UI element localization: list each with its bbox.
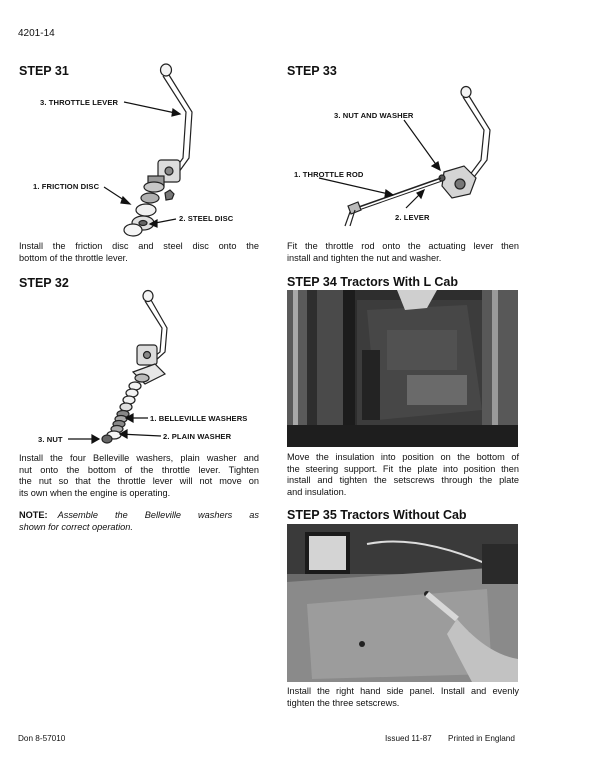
step-32-text: Install the four Belleville washers, plain washer and nut onto the bottom of the throttle lever. Tighten the nut so that the throttle lever will not move on its own when the engine is operating. (19, 453, 259, 498)
label-throttle-lever: 3. THROTTLE LEVER (40, 98, 119, 107)
label-nut-and-washer: 3. NUT AND WASHER (334, 111, 414, 120)
label-throttle-rod: 1. THROTTLE ROD (294, 170, 364, 179)
step-34-text: Move the insulation into position on the bottom of the steering support. Fit the plate into position then install and tighten the setscrews through the plate and insulation. (287, 452, 519, 497)
step-35-title: STEP 35 Tractors Without Cab (287, 508, 467, 522)
step-31-text: Install the friction disc and steel disc onto the bottom of the throttle lever. (19, 241, 259, 263)
footer-printed: Printed in England (448, 734, 515, 743)
step-32-title: STEP 32 (19, 276, 69, 290)
step-33-title: STEP 33 (287, 64, 337, 78)
throttle-rod-lever-drawing (345, 87, 490, 227)
step-31-title: STEP 31 (19, 64, 69, 78)
step-35-text: Install the right hand side panel. Install and evenly tighten the three setscrews. (287, 686, 519, 708)
step-33-leaders (319, 120, 440, 208)
page-number: 4201-14 (18, 28, 55, 39)
label-belleville-washers: 1. BELLEVILLE WASHERS (150, 414, 248, 423)
label-steel-disc: 2. STEEL DISC (179, 214, 234, 223)
label-friction-disc: 1. FRICTION DISC (33, 182, 100, 191)
step-34-title: STEP 34 Tractors With L Cab (287, 275, 459, 289)
step-32-note: NOTE: Assemble the Belleville washers as shown for correct operation. (19, 510, 259, 532)
footer-document-number: Don 8-57010 (18, 734, 66, 743)
step-34-photo (287, 290, 518, 447)
note-label: NOTE: (19, 510, 48, 520)
label-lever: 2. LEVER (395, 213, 430, 222)
label-nut: 3. NUT (38, 435, 63, 444)
step-33-text: Fit the throttle rod onto the actuating lever then install and tighten the nut and washer. (287, 241, 519, 263)
label-plain-washer: 2. PLAIN WASHER (163, 432, 232, 441)
step-35-photo (287, 524, 518, 682)
footer-issued: Issued 11-87 (385, 734, 432, 743)
